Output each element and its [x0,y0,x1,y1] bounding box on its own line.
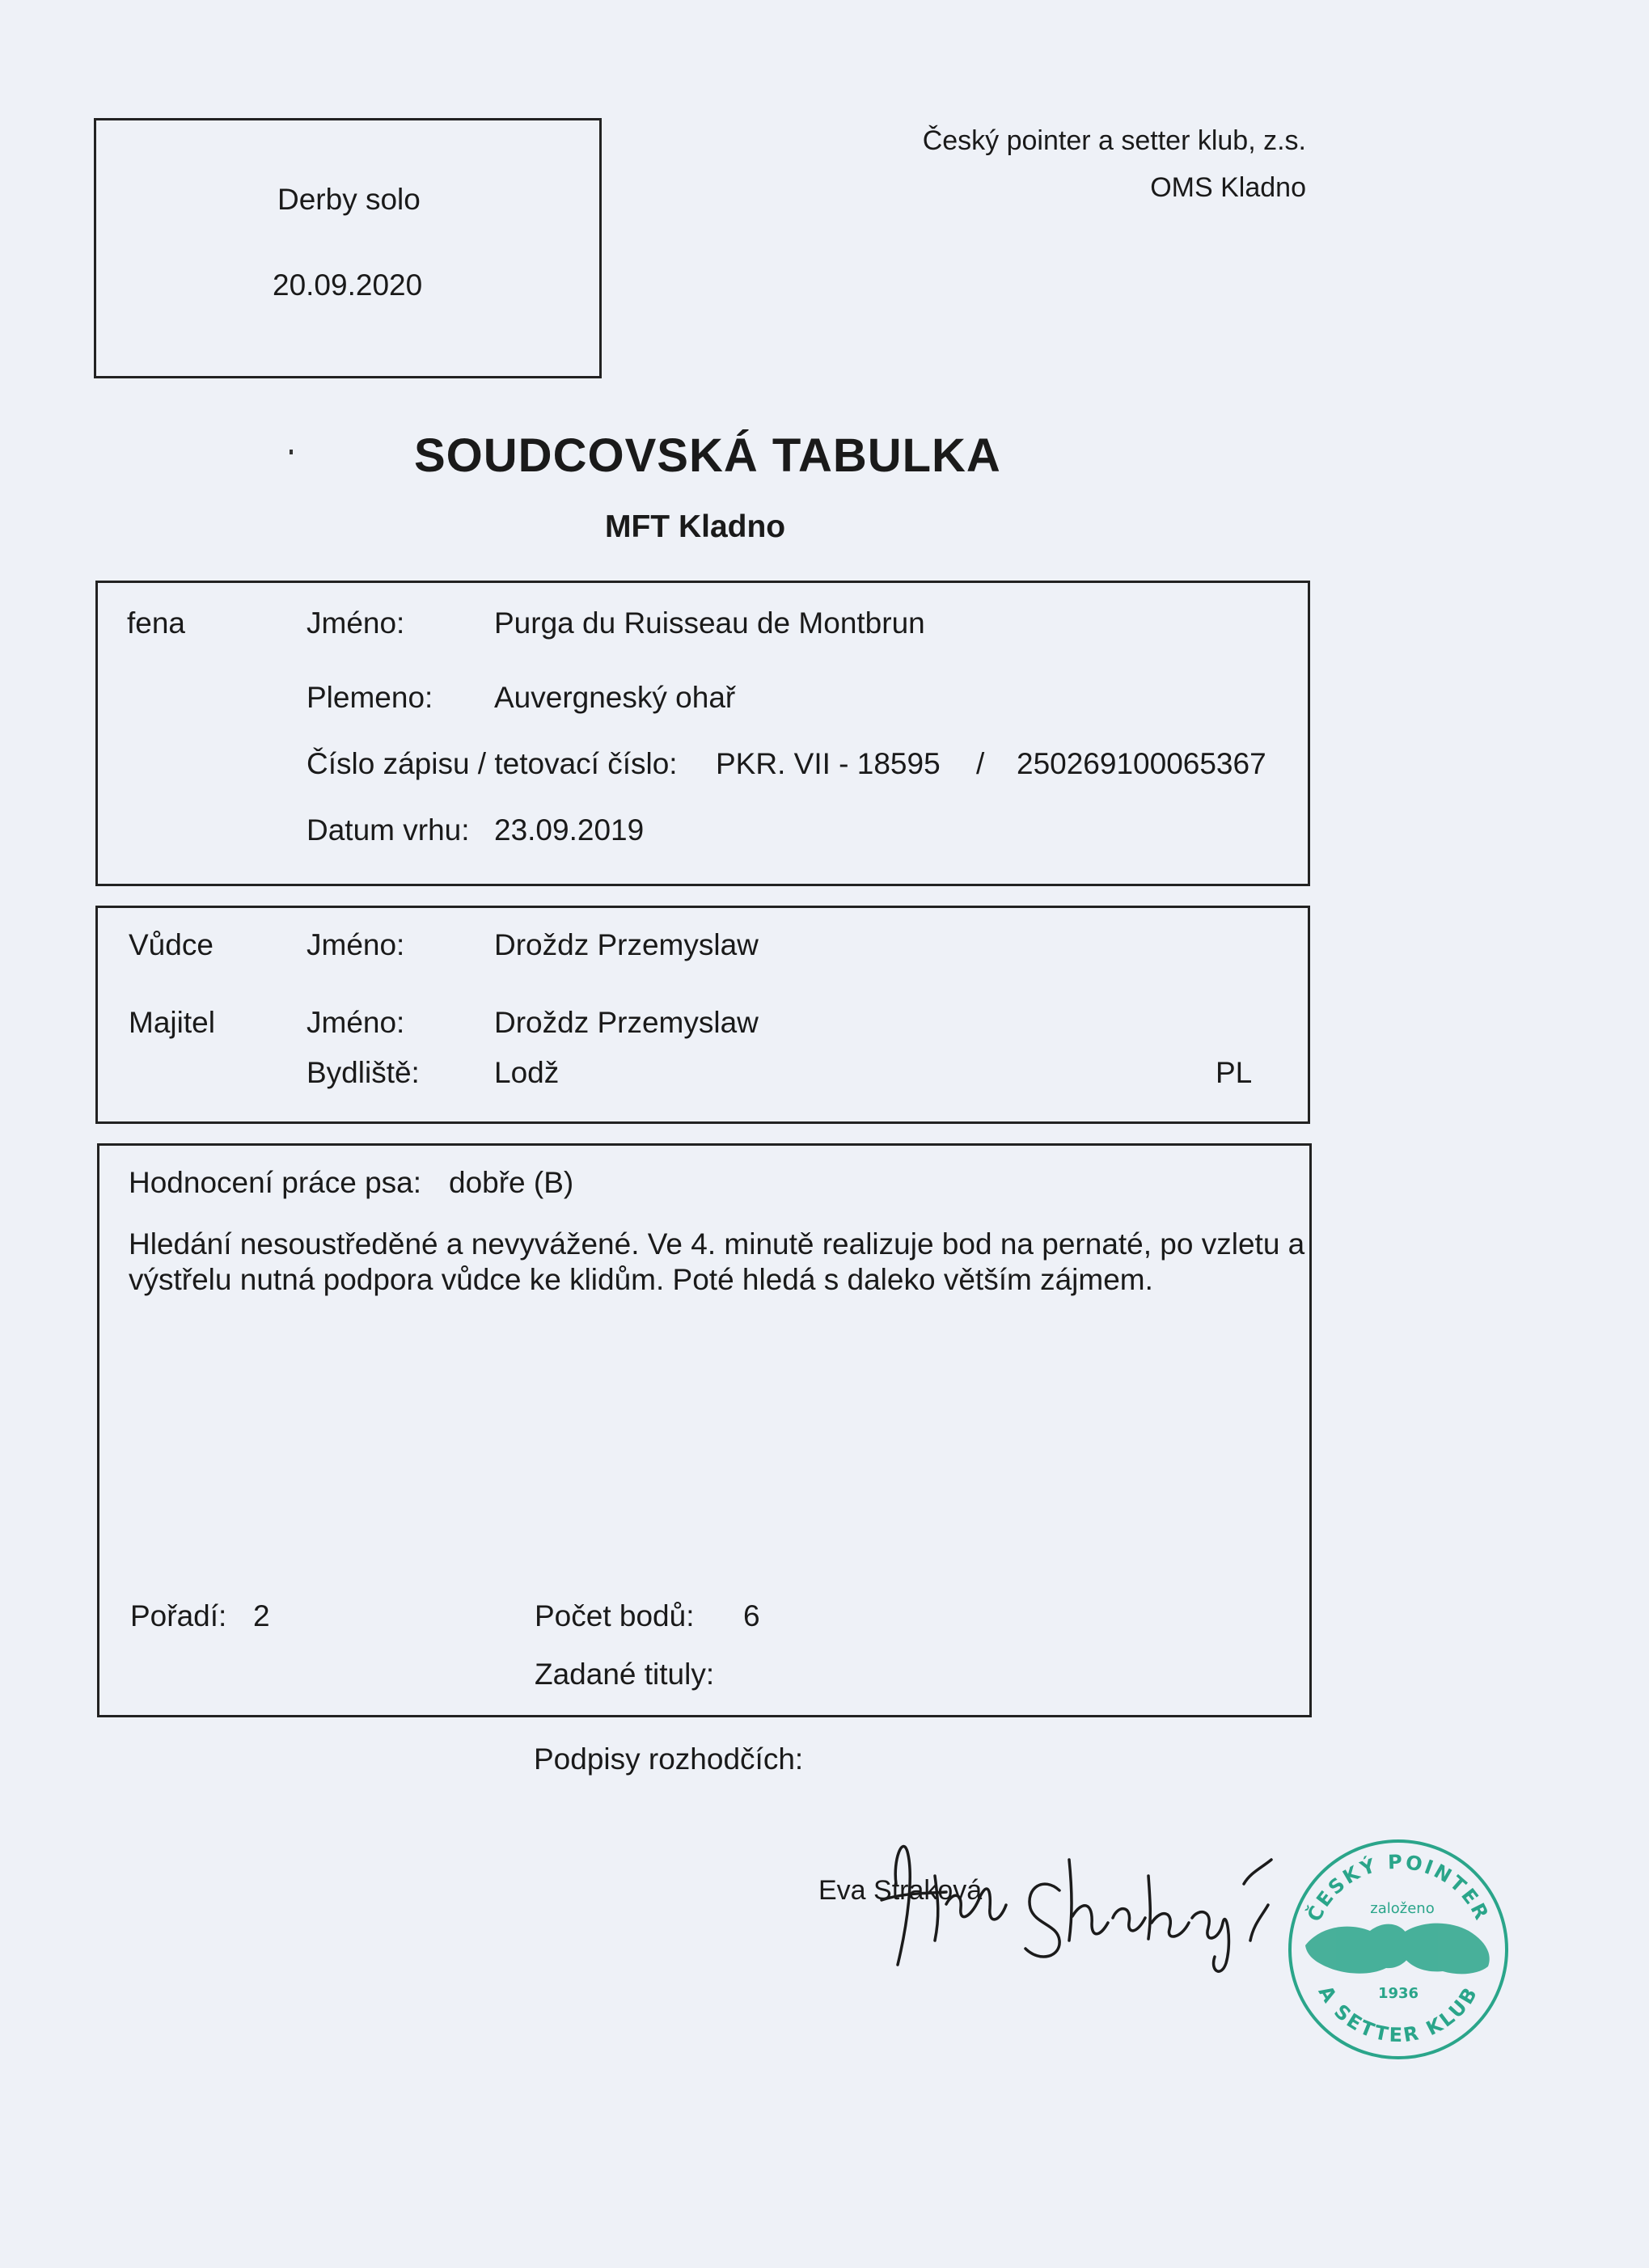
stamp-middle-text: založeno [1370,1900,1435,1917]
rank-label: Pořadí: [130,1599,227,1632]
owner-role: Majitel [129,1006,215,1039]
dog-reg-separator: / [976,747,985,780]
evaluation-text: Hledání nesoustředěné a nevyvážené. Ve 4. minutě realizuje bod na pernaté, po vzletu a výstřelu nutná podpora vůdce ke klidům. Poté hledá s daleko větším zájmem. [129,1227,1305,1296]
signatures-label: Podpisy rozhodčích: [534,1742,804,1776]
dog-chip-number: 250269100065367 [1017,747,1266,780]
residence-label: Bydliště: [307,1056,420,1089]
handler-role: Vůdce [129,928,214,961]
event-box [94,118,602,378]
dog-breed-label: Plemeno: [307,681,433,714]
owner-name: Droždz Przemyslaw [494,1006,759,1039]
dog-name-label: Jméno: [307,606,405,640]
points-value: 6 [743,1599,760,1632]
dog-name: Purga du Ruisseau de Montbrun [494,606,925,640]
rank-value: 2 [253,1599,270,1632]
club-name: Český pointer a setter klub, z.s. [922,125,1306,156]
titles-label: Zadané tituly: [535,1658,715,1691]
stamp-dogs-emblem [1305,1924,1490,1974]
country: PL [1216,1056,1253,1089]
dog-box [95,581,1310,886]
stamp-year: 1936 [1377,1985,1419,2002]
handler-name: Droždz Przemyslaw [494,928,759,961]
page-title: SOUDCOVSKÁ TABULKA [414,429,1001,482]
dog-sex: fena [127,606,186,640]
residence: Lodž [494,1056,560,1089]
club-stamp [1281,1832,1516,2067]
event-date: 20.09.2020 [273,268,423,302]
dog-reg-label: Číslo zápisu / tetovací číslo: [307,747,678,780]
evaluation-grade: dobře (B) [449,1166,574,1199]
judge-name: Eva Straková [818,1875,983,1906]
handler-name-label: Jméno: [307,928,405,961]
stamp-top-text: ČESKÝ POINTER [1302,1850,1495,1926]
owner-name-label: Jméno: [307,1006,405,1039]
stamp-bottom-text: A SETTER KLUB [1313,1982,1483,2047]
points-label: Počet bodů: [535,1599,695,1632]
club-branch: OMS Kladno [1150,172,1306,203]
evaluation-box [97,1143,1312,1717]
scan-speck [290,450,293,454]
people-box [95,906,1310,1124]
dog-reg-number: PKR. VII - 18595 [716,747,941,780]
page-subtitle: MFT Kladno [605,509,786,544]
dog-birth-date: 23.09.2019 [494,813,645,847]
dog-breed: Auvergneský ohař [494,681,736,714]
dog-birth-label: Datum vrhu: [307,813,470,847]
evaluation-label: Hodnocení práce psa: [129,1166,422,1199]
judge-signature [857,1827,1310,1981]
event-name: Derby solo [277,183,421,216]
